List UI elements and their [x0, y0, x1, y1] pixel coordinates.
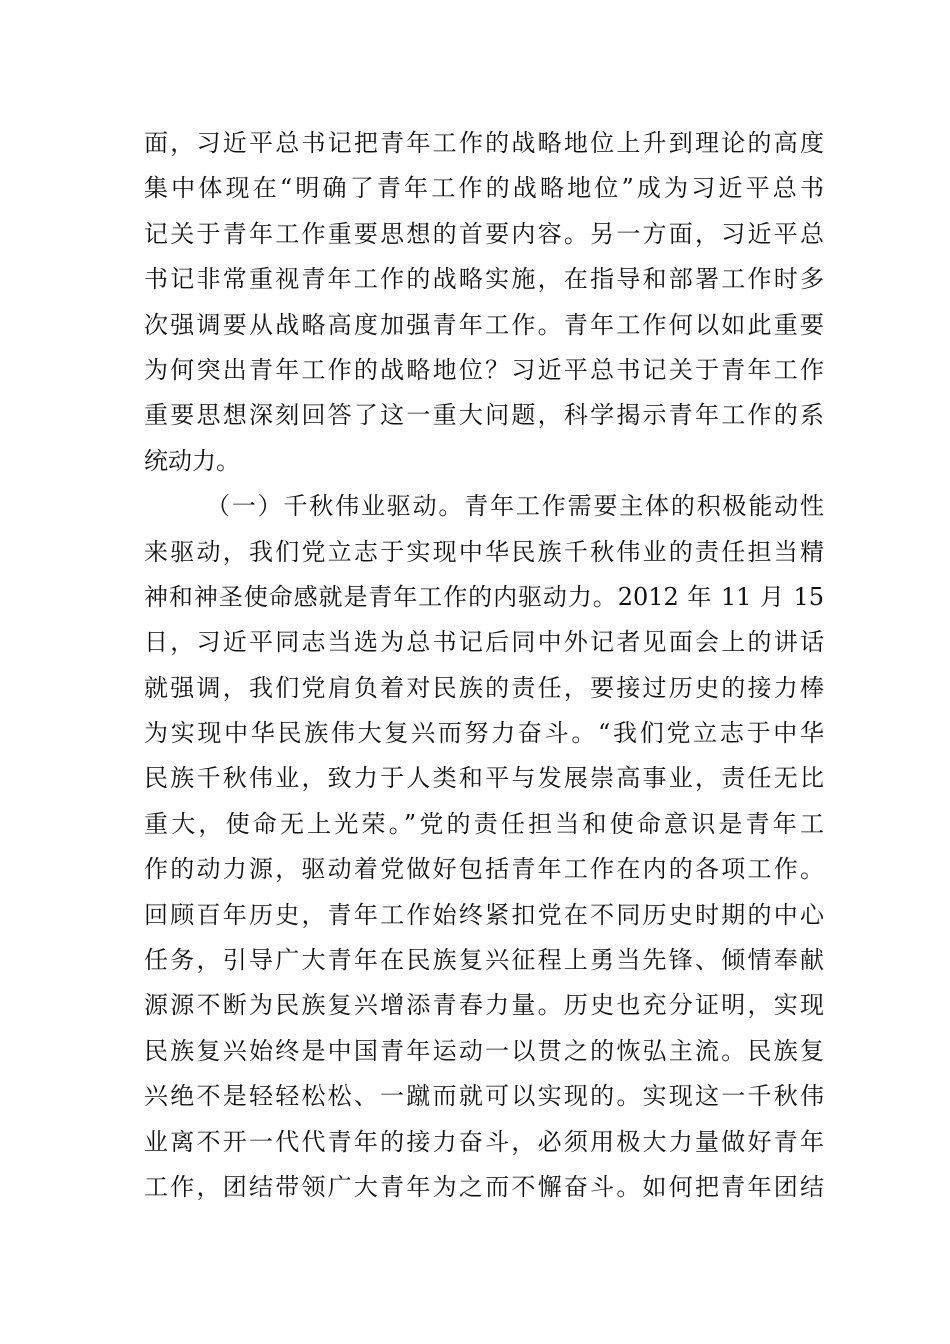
text-line: 为实现中华民族伟大复兴而努力奋斗。“我们党立志于中华	[144, 719, 824, 748]
text-line: 次强调要从战略高度加强青年工作。青年工作何以如此重要	[144, 310, 824, 339]
paragraph-end-line: 统动力。	[144, 446, 240, 475]
section-heading-line: （一）千秋伟业驱动。青年工作需要主体的积极能动性	[206, 492, 824, 521]
text-line: 神和神圣使命感就是青年工作的内驱动力。2012 年 11 月 15	[144, 582, 824, 611]
text-line: 重大，使命无上光荣。”党的责任担当和使命意识是青年工	[144, 809, 824, 838]
text-line: 民族复兴始终是中国青年运动一以贯之的恢弘主流。民族复	[144, 1036, 824, 1065]
text-line: 作的动力源，驱动着党做好包括青年工作在内的各项工作。	[144, 855, 824, 884]
text-line: 记关于青年工作重要思想的首要内容。另一方面，习近平总	[144, 219, 824, 248]
body-text	[144, 121, 824, 1210]
text-line: 工作，团结带领广大青年为之而不懈奋斗。如何把青年团结	[144, 1172, 824, 1201]
text-line: 业离不开一代代青年的接力奋斗，必须用极大力量做好青年	[144, 1127, 824, 1156]
text-line: 重要思想深刻回答了这一重大问题，科学揭示青年工作的系	[144, 401, 824, 430]
text-line: 日，习近平同志当选为总书记后同中外记者见面会上的讲话	[144, 628, 824, 657]
text-line: 任务，引导广大青年在民族复兴征程上勇当先锋、倾情奉献	[144, 946, 824, 975]
text-line: 兴绝不是轻轻松松、一蹴而就可以实现的。实现这一千秋伟	[144, 1082, 824, 1111]
text-line: 书记非常重视青年工作的战略实施，在指导和部署工作时多	[144, 265, 824, 294]
text-line: 民族千秋伟业，致力于人类和平与发展崇高事业，责任无比	[144, 764, 824, 793]
text-line: 回顾百年历史，青年工作始终紧扣党在不同历史时期的中心	[144, 900, 824, 929]
text-line: 源源不断为民族复兴增添青春力量。历史也充分证明，实现	[144, 991, 824, 1020]
text-line: 就强调，我们党肩负着对民族的责任，要接过历史的接力棒	[144, 673, 824, 702]
text-line: 来驱动，我们党立志于实现中华民族千秋伟业的责任担当精	[144, 537, 824, 566]
text-line: 集中体现在“明确了青年工作的战略地位”成为习近平总书	[144, 174, 824, 203]
text-line: 为何突出青年工作的战略地位？习近平总书记关于青年工作	[144, 355, 824, 384]
text-line: 面，习近平总书记把青年工作的战略地位上升到理论的高度	[144, 129, 824, 157]
